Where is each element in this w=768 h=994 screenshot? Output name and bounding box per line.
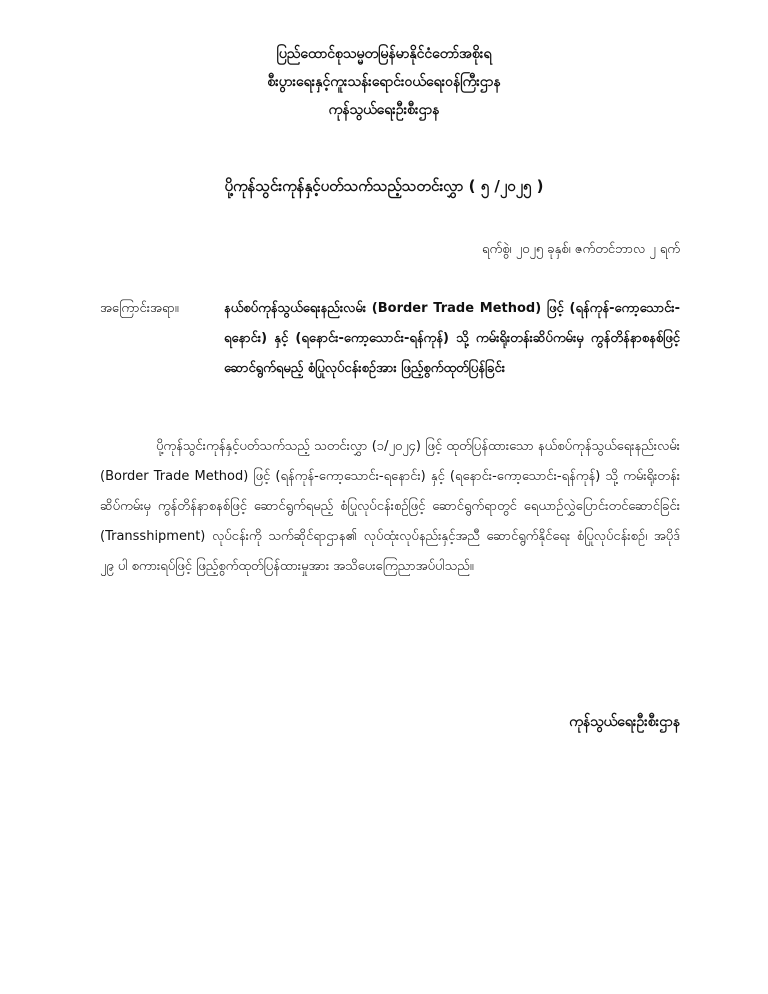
subject-label: အကြောင်းအရာ။ (100, 301, 179, 316)
subject-text: နယ်စပ်ကုန်သွယ်ရေးနည်းလမ်း (Border Trade Method) ဖြင့် (ရန်ကုန်-ကော့သောင်း-ရနောင်း) နှင့် (ရနောင်း-ကော့သောင်း-ရန်ကုန်) သို့ ကမ်းရိုးတန်းဆိပ်ကမ်းမှ ကွန်တိန်နာစနစ်ဖြင့် ဆောင်ရွက်ရမည့် စံပြုလုပ်ငန်းစဉ်အား ဖြည့်စွက်ထုတ်ပြန်ခြင်း (224, 301, 680, 376)
body-paragraph: ပို့ကုန်သွင်းကုန်နှင့်ပတ်သက်သည့် သတင်းလွှာ (၁/၂၀၂၄) ဖြင့် ထုတ်ပြန်ထားသော နယ်စပ်ကုန်သွယ်ရေးနည်းလမ်း (Border Trade Method) ဖြင့် (ရန်ကုန်-ကော့သောင်း-ရနောင်း) နှင့် (ရနောင်း-ကော့သောင်း-ရန်ကုန်) သို့ ကမ်းရိုးတန်းဆိပ်ကမ်းမှ ကွန်တိန်နာစနစ်ဖြင့် ဆောင်ရွက်ရမည့် စံပြုလုပ်ငန်းစဉ်ဖြင့် ဆောင်ရွက်ရာတွင် ရေယာဉ်လွှဲပြောင်းတင်ဆောင်ခြင်း (Transshipment) လုပ်ငန်းကို သက်ဆိုင်ရာဌာန၏ လုပ်ထုံးလုပ်နည်းနှင့်အညီ ဆောင်ရွက်နိုင်ရေး စံပြုလုပ်ငန်းစဉ်၊ အပိုဒ် ၂၉ ပါ စကားရပ်ဖြင့် ဖြည့်စွက်ထုတ်ပြန်ထားမှုအား အသိပေးကြေညာအပ်ပါသည်။ (100, 439, 680, 574)
document-date: ရက်စွဲ၊ ၂၀၂၅ ခုနှစ်၊ ဇက်တင်ဘာလ ၂ ရက် (482, 242, 680, 257)
letterhead (0, 40, 768, 124)
header-department: ကုန်သွယ်ရေးဦးစီးဌာန (328, 102, 440, 118)
signature-department: ကုန်သွယ်ရေးဦးစီးဌာန (569, 714, 680, 730)
document-title: ပို့ကုန်သွင်းကုန်နှင့်ပတ်သက်သည့်သတင်းလွှာ ( ၅ /၂၀၂၅ ) (224, 177, 544, 195)
header-ministry: စီးပွားရေးနှင့်ကူးသန်းရောင်းဝယ်ရေးဝန်ကြီးဌာန (267, 74, 501, 90)
header-government: ပြည်ထောင်စုသမ္မတမြန်မာနိုင်ငံတော်အစိုးရ (276, 46, 492, 62)
